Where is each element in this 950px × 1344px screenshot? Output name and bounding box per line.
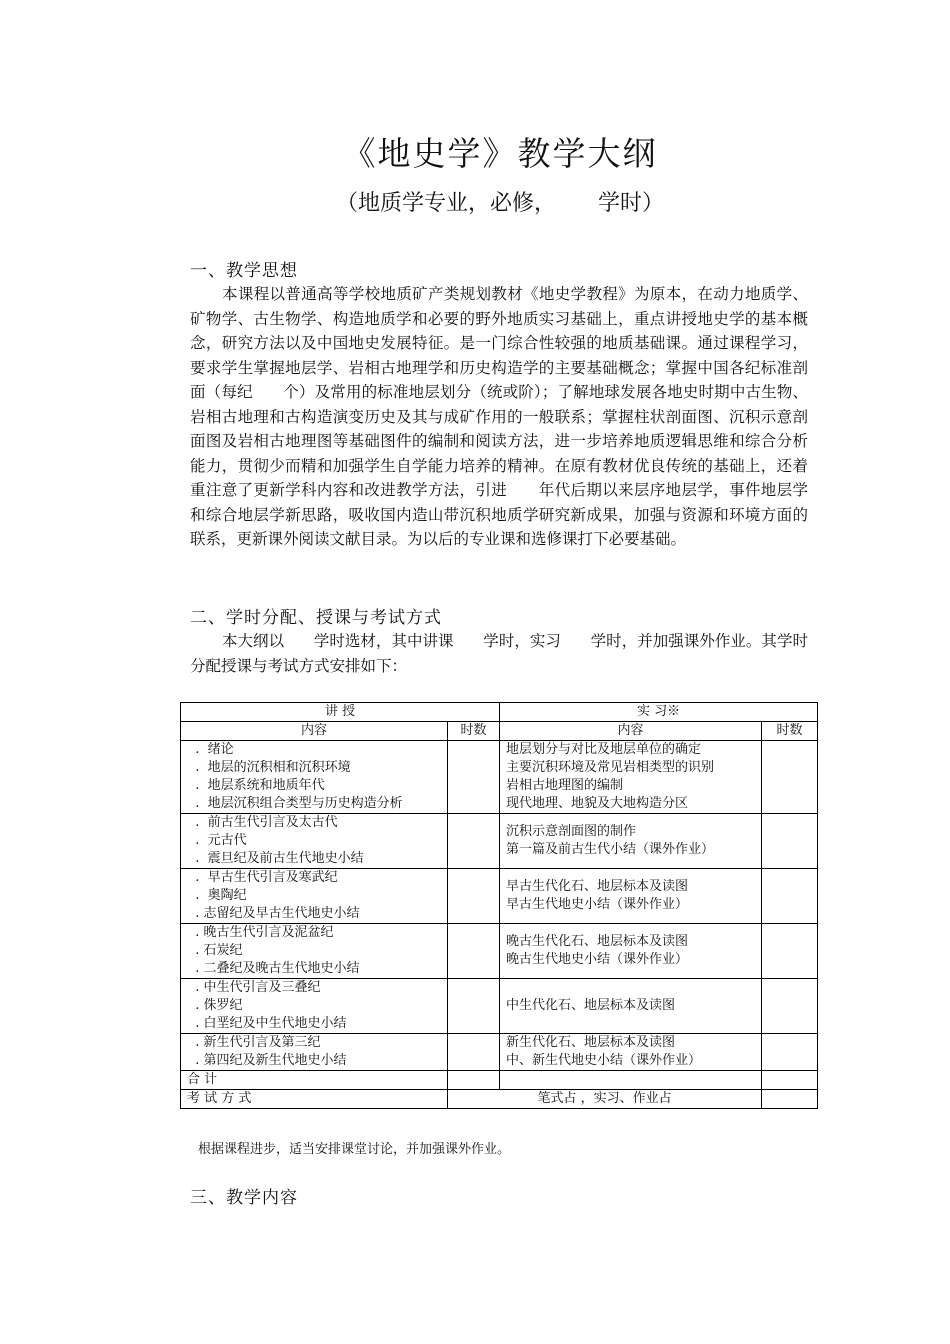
- exam-label: 考 试 方 式: [181, 1090, 448, 1109]
- practice-topics: [500, 979, 762, 1034]
- section-2-paragraph: 本大纲以 学时选材，其中讲课 学时，实习 学时，并加强课外作业。其学时分配授课与考试方式安排如下：: [190, 632, 808, 675]
- exam-value: 笔式占 ，实习、作业占: [448, 1090, 762, 1109]
- exam-blank: [762, 1090, 818, 1109]
- lecture-topics-line: . 早古生代引言及寒武纪: [187, 870, 338, 885]
- lecture-topics-line: . 晚古生代引言及泥盆纪: [187, 925, 334, 940]
- lecture-topics-line: . 地层系统和地质年代: [187, 778, 325, 793]
- practice-topics-line: 现代地理、地貌及大地构造分区: [506, 796, 689, 811]
- practice-hours-label: 时数: [762, 722, 818, 741]
- lecture-topics-line: . 石炭纪: [187, 943, 243, 958]
- practice-topics-line: 主要沉积环境及常见岩相类型的识别: [506, 760, 715, 775]
- practice-hours: [762, 924, 818, 979]
- practice-hours: [762, 869, 818, 924]
- table-body: [181, 741, 818, 1071]
- total-practice-hours: [762, 1071, 818, 1090]
- table-row: [181, 1034, 818, 1071]
- lecture-topics-line: . 元古代: [187, 833, 247, 848]
- lecture-content-label: 内容: [181, 722, 448, 741]
- lecture-hours: [448, 869, 500, 924]
- lecture-hours: [448, 814, 500, 869]
- lecture-topics-line: . 震旦纪及前古生代地史小结: [187, 851, 364, 866]
- practice-hours: [762, 979, 818, 1034]
- lecture-topics-line: . 二叠纪及晚古生代地史小结: [187, 961, 360, 976]
- practice-topics-line: 早古生代地史小结（课外作业）: [506, 897, 689, 912]
- total-label: 合 计: [181, 1071, 448, 1090]
- practice-topics-line: 中生代化石、地层标本及读图: [506, 998, 676, 1013]
- lecture-hours: [448, 741, 500, 814]
- practice-hours: [762, 814, 818, 869]
- table-row: [181, 741, 818, 814]
- lecture-topics-line: . 地层沉积组合类型与历史构造分析: [187, 796, 403, 811]
- lecture-topics: [181, 741, 448, 814]
- doc-subtitle: （地质学专业，必修， 学时）: [336, 191, 664, 216]
- practice-header: 实 习※: [500, 703, 818, 722]
- practice-content-label: 内容: [500, 722, 762, 741]
- practice-topics: [500, 924, 762, 979]
- lecture-hours-label: 时数: [448, 722, 500, 741]
- practice-topics-line: 早古生代化石、地层标本及读图: [506, 879, 689, 894]
- exam-row: [181, 1090, 818, 1109]
- lecture-topics-line: . 第四纪及新生代地史小结: [187, 1053, 347, 1068]
- practice-hours: [762, 741, 818, 814]
- lecture-header: 讲 授: [181, 703, 500, 722]
- lecture-hours: [448, 979, 500, 1034]
- table-row: [181, 979, 818, 1034]
- lecture-hours: [448, 924, 500, 979]
- lecture-topics-line: . 绪论: [187, 742, 234, 757]
- lecture-topics-line: . 中生代引言及三叠纪: [187, 980, 321, 995]
- total-lecture-hours: [448, 1071, 500, 1090]
- table-row: [181, 814, 818, 869]
- lecture-topics-line: . 新生代引言及第三纪: [187, 1035, 321, 1050]
- lecture-topics-line: . 侏罗纪: [187, 998, 243, 1013]
- table-note: 根据课程进步，适当安排课堂讨论，并加强课外作业。: [198, 1142, 511, 1157]
- section-2-heading: 二、学时分配、授课与考试方式: [190, 608, 442, 628]
- lecture-hours: [448, 1034, 500, 1071]
- doc-title: 《地史学》教学大纲: [342, 134, 658, 173]
- section-1-heading: 一、教学思想: [190, 261, 298, 281]
- practice-topics-line: 晚古生代地史小结（课外作业）: [506, 952, 689, 967]
- practice-topics-line: 晚古生代化石、地层标本及读图: [506, 934, 689, 949]
- practice-topics-line: 中、新生代地史小结（课外作业）: [506, 1053, 702, 1068]
- lecture-topics: [181, 1034, 448, 1071]
- practice-topics-line: 新生代化石、地层标本及读图: [506, 1035, 676, 1050]
- practice-topics: [500, 869, 762, 924]
- practice-hours: [762, 1034, 818, 1071]
- table-row: [181, 869, 818, 924]
- lecture-topics: [181, 869, 448, 924]
- practice-topics: [500, 1034, 762, 1071]
- total-row: [181, 1071, 818, 1090]
- practice-topics-line: 岩相古地理图的编制: [506, 778, 624, 793]
- lecture-topics-line: . 奥陶纪: [187, 888, 247, 903]
- schedule-table: [180, 702, 818, 1109]
- table-subheader-row: [181, 722, 818, 741]
- lecture-topics: [181, 924, 448, 979]
- practice-topics-line: 第一篇及前古生代小结（课外作业）: [506, 842, 715, 857]
- section-1-paragraph: 本课程以普通高等学校地质矿产类规划教材《地史学教程》为原本，在动力地质学、矿物学、古生物学、构造地质学和必要的野外地质实习基础上，重点讲授地史学的基本概念，研究方法以及中国地史发展特征。是一门综合性较强的地质基础课。通过课程学习，要求学生掌握地层学、岩相古地理学和历史构造学的主要基础概念；掌握中国各纪标准剖面（每纪 个）及常用的标准地层划分（统或阶）；了解地球发展各地史时期中古生物、岩相古地理和古构造演变历史及其与成矿作用的一般联系；掌握柱状剖面图、沉积示意剖面图及岩相古地理图等基础图件的编制和阅读方法，进一步培养地质逻辑思维和综合分析能力，贯彻少而精和加强学生自学能力培养的精神。在原有教材优良传统的基础上，还着重注意了更新学科内容和改进教学方法，引进 年代后期以来层序地层学，事件地层学和综合地层学新思路，吸收国内造山带沉积地质学研究新成果，加强与资源和环境方面的联系，更新课外阅读文献目录。为以后的专业课和选修课打下必要基础。: [190, 285, 808, 548]
- lecture-topics: [181, 814, 448, 869]
- lecture-topics-line: . 地层的沉积相和沉积环境: [187, 760, 351, 775]
- practice-topics: [500, 814, 762, 869]
- practice-topics: [500, 741, 762, 814]
- section-3-heading: 三、教学内容: [190, 1188, 298, 1208]
- practice-topics-line: 地层划分与对比及地层单位的确定: [506, 742, 702, 757]
- lecture-topics: [181, 979, 448, 1034]
- lecture-topics-line: . 白垩纪及中生代地史小结: [187, 1016, 347, 1031]
- table-row: [181, 924, 818, 979]
- total-practice-blank: [500, 1071, 762, 1090]
- lecture-topics-line: . 志留纪及早古生代地史小结: [187, 906, 360, 921]
- practice-topics-line: 沉积示意剖面图的制作: [506, 824, 637, 839]
- lecture-topics-line: . 前古生代引言及太古代: [187, 815, 338, 830]
- table-header-row: [181, 703, 818, 722]
